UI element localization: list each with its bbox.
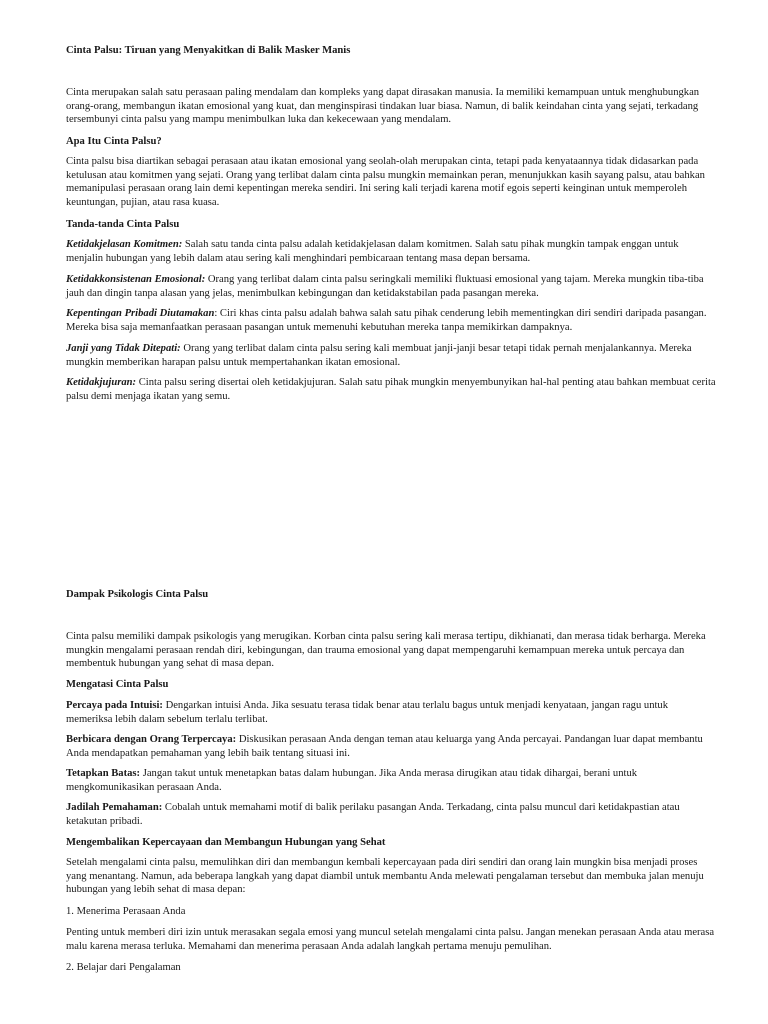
sign-term: Ketidakkonsistenan Emosional:	[66, 274, 206, 285]
section-heading-coping: Mengatasi Cinta Palsu	[66, 679, 169, 690]
coping-term: Percaya pada Intuisi:	[66, 700, 163, 711]
coping-text: Diskusikan perasaan Anda dengan teman atau keluarga yang Anda percayai. Pandangan luar dapat membantu Anda mendapatkan pemahaman yang lebih baik tentang situasi ini.	[66, 734, 703, 759]
coping-text: Dengarkan intuisi Anda. Jika sesuatu terasa tidak benar atau terlalu bagus untuk menjadi kenyataan, jangan ragu untuk memeriksa lebih dalam sebelum terlalu terlibat.	[66, 700, 669, 725]
sign-item	[66, 376, 716, 403]
sign-term: Kepentingan Pribadi Diutamakan	[66, 308, 215, 319]
step-body: Penting untuk memberi diri izin untuk merasakan segala emosi yang muncul setelah mengalami cinta palsu. Jangan menekan perasaan Anda atau merasa malu karena merasa terluka. Memahami dan menerima perasaan Anda adalah langkah pertama menuju pemulihan.	[66, 927, 715, 952]
sign-term: Ketidakjujuran:	[66, 377, 137, 388]
coping-text: Jangan takut untuk menetapkan batas dalam hubungan. Jika Anda merasa dirugikan atau tidak dihargai, berani untuk mengkomunikasikan perasaan Anda.	[66, 768, 638, 793]
coping-item	[66, 801, 716, 828]
sign-item	[66, 307, 716, 334]
section-body-what-is: Cinta palsu bisa diartikan sebagai perasaan atau ikatan emosional yang seolah-olah merupakan cinta, tetapi pada kenyataannya tidak didasarkan pada ketulusan atau komitmen yang sejati. Orang yang terlibat dalam cinta palsu mungkin memainkan peran, menunjukkan kasih sayang palsu, atau bahkan memanipulasi perasaan orang lain demi kepentingan mereka sendiri. Ini sering kali terjadi karena motif egois seperti keinginan untuk memperoleh keuntungan, pujian, atau rasa kuasa.	[66, 156, 705, 208]
section-body-rebuild: Setelah mengalami cinta palsu, memulihkan diri dan membangun kembali kepercayaan pada diri sendiri dan orang lain mungkin bisa menjadi proses yang menantang. Namun, ada beberapa langkah yang dapat diambil untuk membantu Anda melewati pengalaman tersebut dan membuka jalan menuju hubungan yang lebih sehat di masa depan:	[66, 857, 704, 896]
intro-paragraph: Cinta merupakan salah satu perasaan paling mendalam dan kompleks yang dapat dirasakan manusia. Ia memiliki kemampuan untuk menghubungkan orang-orang, membangun ikatan emosional yang kuat, dan menginspirasi tindakan luar biasa. Namun, di balik keindahan cinta yang sejati, terkadang tersembunyi cinta palsu yang mampu menimbulkan luka dan kekecewaan yang mendalam.	[66, 87, 700, 126]
coping-item	[66, 699, 716, 726]
coping-term: Tetapkan Batas:	[66, 768, 141, 779]
sign-item	[66, 238, 716, 265]
section-heading-impact: Dampak Psikologis Cinta Palsu	[66, 589, 209, 600]
coping-item	[66, 767, 716, 794]
step-heading: 2. Belajar dari Pengalaman	[66, 962, 181, 973]
section-heading-what-is: Apa Itu Cinta Palsu?	[66, 136, 162, 147]
sign-item	[66, 273, 716, 300]
sign-text: Salah satu tanda cinta palsu adalah ketidakjelasan dalam komitmen. Salah satu pihak mungkin tampak enggan untuk menjalin hubungan yang lebih dalam atau sering kali menghindari pembicaraan tentang masa depan bersama.	[66, 239, 679, 264]
sign-text: Orang yang terlibat dalam cinta palsu seringkali memiliki fluktuasi emosional yang tajam. Mereka mungkin tiba-tiba jauh dan dingin tanpa alasan yang jelas, menimbulkan kebingungan dan ketidakstabilan pada pasangan mereka.	[66, 274, 704, 299]
coping-term: Jadilah Pemahaman:	[66, 802, 163, 813]
coping-item	[66, 733, 716, 760]
sign-item	[66, 342, 716, 369]
coping-term: Berbicara dengan Orang Terpercaya:	[66, 734, 237, 745]
sign-term: Janji yang Tidak Ditepati:	[66, 343, 181, 354]
sign-text: : Ciri khas cinta palsu adalah bahwa salah satu pihak cenderung lebih mementingkan diri sendiri daripada pasangan. Mereka bisa saja memanfaatkan perasaan pasangan untuk memenuhi kebutuhan mereka tanpa memikirkan dampaknya.	[66, 308, 707, 333]
step-heading: 1. Menerima Perasaan Anda	[66, 906, 186, 917]
section-heading-signs: Tanda-tanda Cinta Palsu	[66, 219, 180, 230]
sign-term: Ketidakjelasan Komitmen:	[66, 239, 183, 250]
sign-text: Orang yang terlibat dalam cinta palsu sering kali membuat janji-janji besar tetapi tidak pernah menjalankannya. Mereka mungkin memberikan harapan palsu untuk mempertahankan ikatan emosional.	[66, 343, 692, 368]
section-body-impact: Cinta palsu memiliki dampak psikologis yang merugikan. Korban cinta palsu sering kali merasa tertipu, dikhianati, dan merasa tidak berharga. Mereka mungkin mengalami perasaan rendah diri, kebingungan, dan trauma emosional yang dapat mempengaruhi kemampuan mereka untuk percaya dan membentuk hubungan yang sehat di masa depan.	[66, 631, 706, 670]
sign-text: Cinta palsu sering disertai oleh ketidakjujuran. Salah satu pihak mungkin menyembunyikan hal-hal penting atau bahkan membuat cerita palsu demi menjaga ikatan yang semu.	[66, 377, 716, 402]
coping-text: Cobalah untuk memahami motif di balik perilaku pasangan Anda. Terkadang, cinta palsu muncul dari ketidakpastian atau ketakutan pribadi.	[66, 802, 680, 827]
document-title: Cinta Palsu: Tiruan yang Menyakitkan di Balik Masker Manis	[66, 45, 351, 56]
section-heading-rebuild: Mengembalikan Kepercayaan dan Membangun Hubungan yang Sehat	[66, 837, 386, 848]
